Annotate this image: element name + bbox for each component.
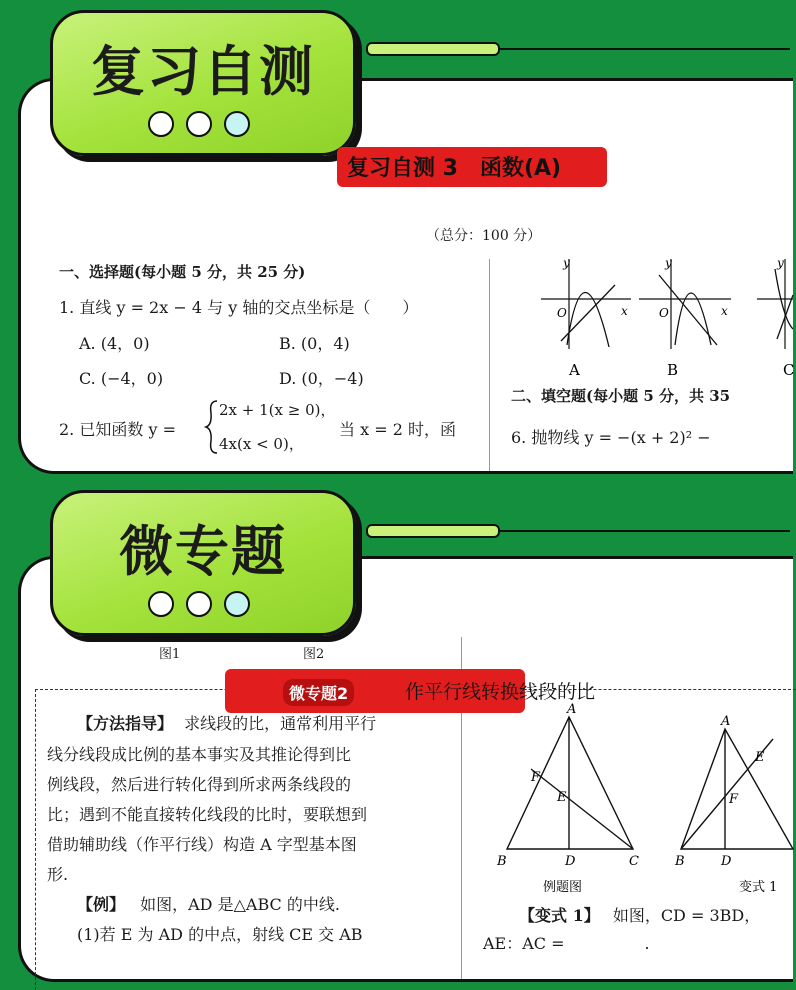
ex-point-d: D: [565, 854, 576, 869]
method-line-2: 线分线段成比例的基本事实及其推论得到比: [47, 745, 352, 764]
review-badge: [50, 10, 356, 156]
figure-label-1: 图1: [159, 647, 181, 662]
figure-label-2: 图2: [303, 647, 325, 662]
q1-option-b[interactable]: B. (0，4): [279, 334, 350, 353]
graph-a-origin: O: [557, 306, 567, 320]
question-2-case2: 4x(x < 0)，: [219, 435, 304, 453]
piecewise-brace-icon: [205, 399, 219, 455]
graph-label-c: C: [783, 361, 795, 379]
dot-icon: [186, 111, 212, 137]
section-title: 复习自测 3 函数(A): [347, 156, 562, 181]
function-graphs: [521, 249, 793, 379]
method-line-3: 例线段，然后进行转化得到所求两条线段的: [47, 775, 352, 794]
header-rail-2: [366, 524, 500, 538]
graph-c: [757, 256, 793, 349]
badge-dots: [148, 591, 250, 617]
dot-icon: [186, 591, 212, 617]
dot-icon: [148, 111, 174, 137]
topic-title: 作平行线转换线段的比: [405, 681, 596, 703]
graph-b-x-label: x: [721, 304, 728, 318]
variant-line-2: AE：AC = .: [483, 934, 650, 953]
example-label: 【例】: [77, 895, 126, 914]
graph-a: [541, 256, 631, 349]
review-badge-title: 复习自测: [91, 40, 315, 103]
var-point-f: F: [729, 792, 739, 807]
example-line: [77, 892, 340, 915]
geometry-figures: [483, 699, 793, 899]
graph-a-x-label: x: [621, 304, 628, 318]
q1-option-c[interactable]: C. (−4，0): [79, 369, 164, 388]
total-score: （总分：100 分）: [426, 228, 542, 244]
dot-icon: [224, 111, 250, 137]
question-2-suffix: 当 x = 2 时，函: [339, 420, 456, 439]
header-rail-1: [366, 42, 500, 56]
graph-b-origin: O: [659, 306, 669, 320]
column-divider-1: [489, 259, 490, 471]
ex-point-f: F: [531, 770, 541, 785]
example-text: 如图，AD 是△ABC 的中线.: [140, 895, 340, 914]
graph-a-y-label: y: [563, 256, 570, 270]
var-point-d: D: [721, 854, 732, 869]
var-point-b: B: [675, 854, 685, 869]
ex-point-e: E: [557, 790, 567, 805]
graph-b-y-label: y: [665, 256, 672, 270]
graph-label-a: A: [569, 361, 580, 379]
question-2-prefix: 2. 已知函数 y =: [59, 420, 176, 439]
ex-point-b: B: [497, 854, 507, 869]
var-point-a: A: [721, 714, 731, 729]
variant-line: [519, 903, 760, 926]
example-triangle: [496, 702, 639, 869]
variant-triangle: [674, 714, 793, 869]
header-rule-1: [500, 48, 790, 50]
ex-point-c: C: [629, 854, 639, 869]
method-label: 【方法指导】: [77, 714, 174, 733]
graph-b: [639, 256, 731, 349]
caption-example: 例题图: [543, 880, 583, 895]
var-point-e: E: [755, 750, 765, 765]
variant-text: 如图，CD = 3BD，: [612, 906, 761, 925]
graph-c-y-label: y: [777, 256, 784, 270]
question-2-case1: 2x + 1(x ≥ 0)，: [219, 401, 336, 419]
method-line-4: 比；遇到不能直接转化线段的比时，要联想到: [47, 805, 368, 824]
topic-badge: 微专题2: [283, 679, 354, 706]
dot-icon: [224, 591, 250, 617]
q1-option-d[interactable]: D. (0，−4): [279, 369, 364, 388]
ex-point-a: A: [567, 702, 577, 717]
topic-badge-card: [50, 490, 356, 636]
part1-heading: 一、选择题(每小题 5 分，共 25 分): [59, 263, 306, 281]
method-text-1: 求线段的比，通常利用平行: [184, 714, 377, 733]
topic-badge-title: 微专题: [119, 520, 287, 583]
variant-label: 【变式 1】: [519, 906, 600, 925]
caption-variant: 变式 1: [739, 880, 778, 895]
method-line-6: 形.: [47, 865, 69, 884]
method-line-1: [77, 711, 376, 734]
dot-icon: [148, 591, 174, 617]
badge-dots: [148, 111, 250, 137]
example-subquestion: (1)若 E 为 AD 的中点，射线 CE 交 AB: [77, 925, 363, 944]
part2-heading: 二、填空题(每小题 5 分，共 35: [511, 387, 731, 405]
question-1: 1. 直线 y = 2x − 4 与 y 轴的交点坐标是（ ）: [59, 298, 419, 317]
method-line-5: 借助辅助线（作平行线）构造 A 字型基本图: [47, 835, 357, 854]
graph-label-b: B: [667, 361, 679, 379]
header-rule-2: [500, 530, 790, 532]
q1-option-a[interactable]: A. (4，0): [79, 334, 150, 353]
question-6: 6. 抛物线 y = −(x + 2)² −: [511, 428, 711, 447]
